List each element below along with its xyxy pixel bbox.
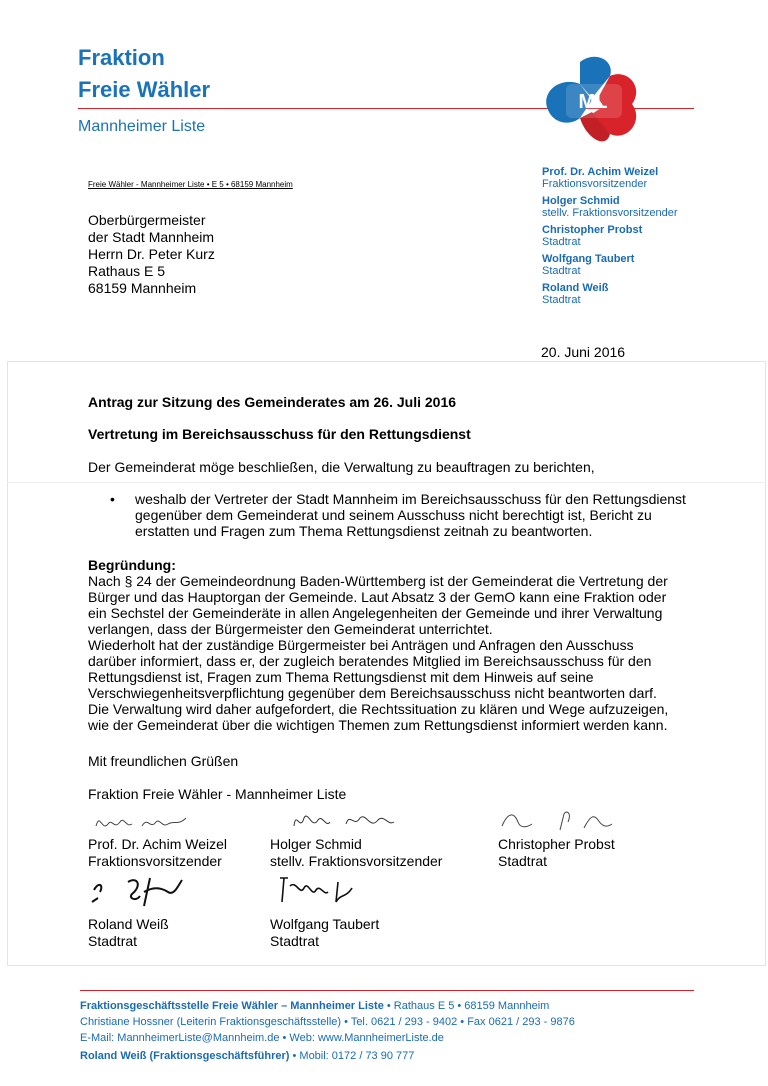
footer-divider [80, 990, 694, 991]
member-name: Roland Weiß [542, 282, 609, 294]
member-name: Christopher Probst [542, 224, 643, 236]
request-heading: Antrag zur Sitzung des Gemeinderates am 26. Juli 2016 [88, 394, 457, 410]
footer-office: Fraktionsgeschäftsstelle Freie Wähler – Mannheimer Liste [80, 1000, 384, 1012]
reason-line: Verschwiegenheitsverpflichtung gegenüber dem Bereichsausschuss nicht beantworten darf. [88, 685, 657, 701]
sender-line: Freie Wähler - Mannheimer Liste • E 5 • 68159 Mannheim [88, 180, 293, 189]
subject-heading: Vertretung im Bereichsausschuss für den Rettungsdienst [88, 426, 471, 442]
recipient-line: Oberbürgermeister [88, 212, 206, 228]
signatory-block [270, 836, 442, 870]
footer-manager: Roland Weiß (Fraktionsgeschäftsführer) [80, 1050, 290, 1062]
footer-web: E-Mail: MannheimerListe@Mannheim.de • Web: www.MannheimerListe.de [80, 1032, 444, 1044]
signatory-name: Wolfgang Taubert [270, 916, 380, 932]
ml-logo [540, 54, 646, 154]
ml-logo-text: ML [578, 91, 608, 113]
bullet-text [135, 491, 695, 539]
frame-divider [7, 482, 766, 483]
reason-line: verlangen, dass der Bürgermeister den Gemeinderat unterrichtet. [88, 621, 493, 637]
member-list [542, 166, 678, 311]
brand-fraktion: Fraktion [78, 45, 165, 70]
member-entry [542, 195, 678, 219]
intro-text: Der Gemeinderat möge beschließen, die Verwaltung zu beauftragen zu berichten, [88, 459, 595, 475]
signature-schmid [290, 804, 400, 836]
footer-mobile: • Mobil: 0172 / 73 90 777 [289, 1050, 415, 1062]
member-entry [542, 282, 678, 306]
member-entry [542, 224, 678, 248]
member-name: Holger Schmid [542, 195, 620, 207]
signatory-name: Prof. Dr. Achim Weizel [88, 836, 228, 852]
closing-text: Mit freundlichen Grüßen [88, 753, 239, 769]
signature-weizel [92, 806, 192, 836]
recipient-line: Rathaus E 5 [88, 263, 166, 279]
signatory-role: Stadtrat [270, 933, 320, 949]
member-role: Stadtrat [542, 265, 581, 277]
footer-line [80, 998, 549, 1014]
signatory-role: Stadtrat [498, 853, 548, 869]
recipient-address [88, 212, 215, 297]
member-role: Stadtrat [542, 236, 581, 248]
member-role: Fraktionsvorsitzender [542, 178, 648, 190]
bullet-line: gegenüber dem Gemeinderat und seinem Ausschuss nicht berechtigt ist, Bericht zu [135, 507, 652, 523]
signature-probst [498, 806, 618, 836]
recipient-line: Herrn Dr. Peter Kurz [88, 246, 215, 262]
signature-weiss [88, 872, 188, 912]
reason-line: ein Sechstel der Gemeinderäte in allen Angelegenheiten der Gemeinde und ihrer Verwaltung [88, 605, 663, 621]
signatory-name: Holger Schmid [270, 836, 362, 852]
reason-line: Bürger und das Hauptorgan der Gemeinde. Laut Absatz 3 der GemO kann eine Fraktion oder [88, 589, 667, 605]
footer-line [80, 1048, 414, 1064]
member-role: Stadtrat [542, 294, 581, 306]
group-name: Fraktion Freie Wähler - Mannheimer Liste [88, 786, 347, 802]
footer-contact: Christiane Hossner (Leiterin Fraktionsgeschäftsstelle) • Tel. 0621 / 293 - 9402 • Fax 0621 / 293 - 9876 [80, 1016, 575, 1028]
signatory-name: Christopher Probst [498, 836, 615, 852]
reason-line: Die Verwaltung wird daher aufgefordert, die Rechtssituation zu klären und Wege aufzuzeigen, [88, 701, 669, 717]
reason-line: Nach § 24 der Gemeindeordnung Baden-Württemberg ist der Gemeinderat die Vertretung der [88, 573, 668, 589]
signatory-block [88, 916, 169, 950]
member-entry [542, 253, 678, 277]
letter-date: 20. Juni 2016 [541, 344, 626, 360]
bullet-line: weshalb der Vertreter der Stadt Mannheim im Bereichsausschuss für den Rettungsdienst [135, 491, 686, 507]
reason-line: darüber informiert, dass er, der zugleich beratendes Mitglied im Bereichsausschuss für den [88, 653, 652, 669]
signature-taubert [276, 872, 366, 908]
bullet-point: • [110, 491, 115, 507]
signatory-block [88, 836, 227, 870]
reason-line: wie der Gemeinderat über die wichtigen Themen zum Rettungsdienst informiert werden kann. [88, 717, 668, 733]
signatory-block [498, 836, 615, 870]
reason-text [88, 573, 708, 733]
bullet-line: erstatten und Fragen zum Thema Rettungsdienst zeitnah zu beantworten. [135, 523, 593, 539]
reason-label: Begründung: [88, 557, 176, 573]
reason-line: Rettungsdienst ist, Fragen zum Thema Rettungsdienst mit dem Hinweis auf seine [88, 669, 594, 685]
member-entry [542, 166, 678, 190]
reason-line: Wiederholt hat der zuständige Bürgermeister bei Anträgen und Anfragen den Ausschuss [88, 637, 634, 653]
recipient-line: 68159 Mannheim [88, 280, 197, 296]
member-name: Prof. Dr. Achim Weizel [542, 166, 659, 178]
recipient-line: der Stadt Mannheim [88, 229, 215, 245]
signatory-role: Fraktionsvorsitzender [88, 853, 222, 869]
member-role: stellv. Fraktionsvorsitzender [542, 207, 678, 219]
signatory-block [270, 916, 379, 950]
signatory-role: stellv. Fraktionsvorsitzender [270, 853, 443, 869]
brand-mannheimer-liste: Mannheimer Liste [78, 118, 206, 135]
brand-freie-waehler: Freie Wähler [78, 77, 211, 102]
signatory-name: Roland Weiß [88, 916, 169, 932]
footer-address: • Rathaus E 5 • 68159 Mannheim [383, 1000, 550, 1012]
signatory-role: Stadtrat [88, 933, 138, 949]
member-name: Wolfgang Taubert [542, 253, 635, 265]
